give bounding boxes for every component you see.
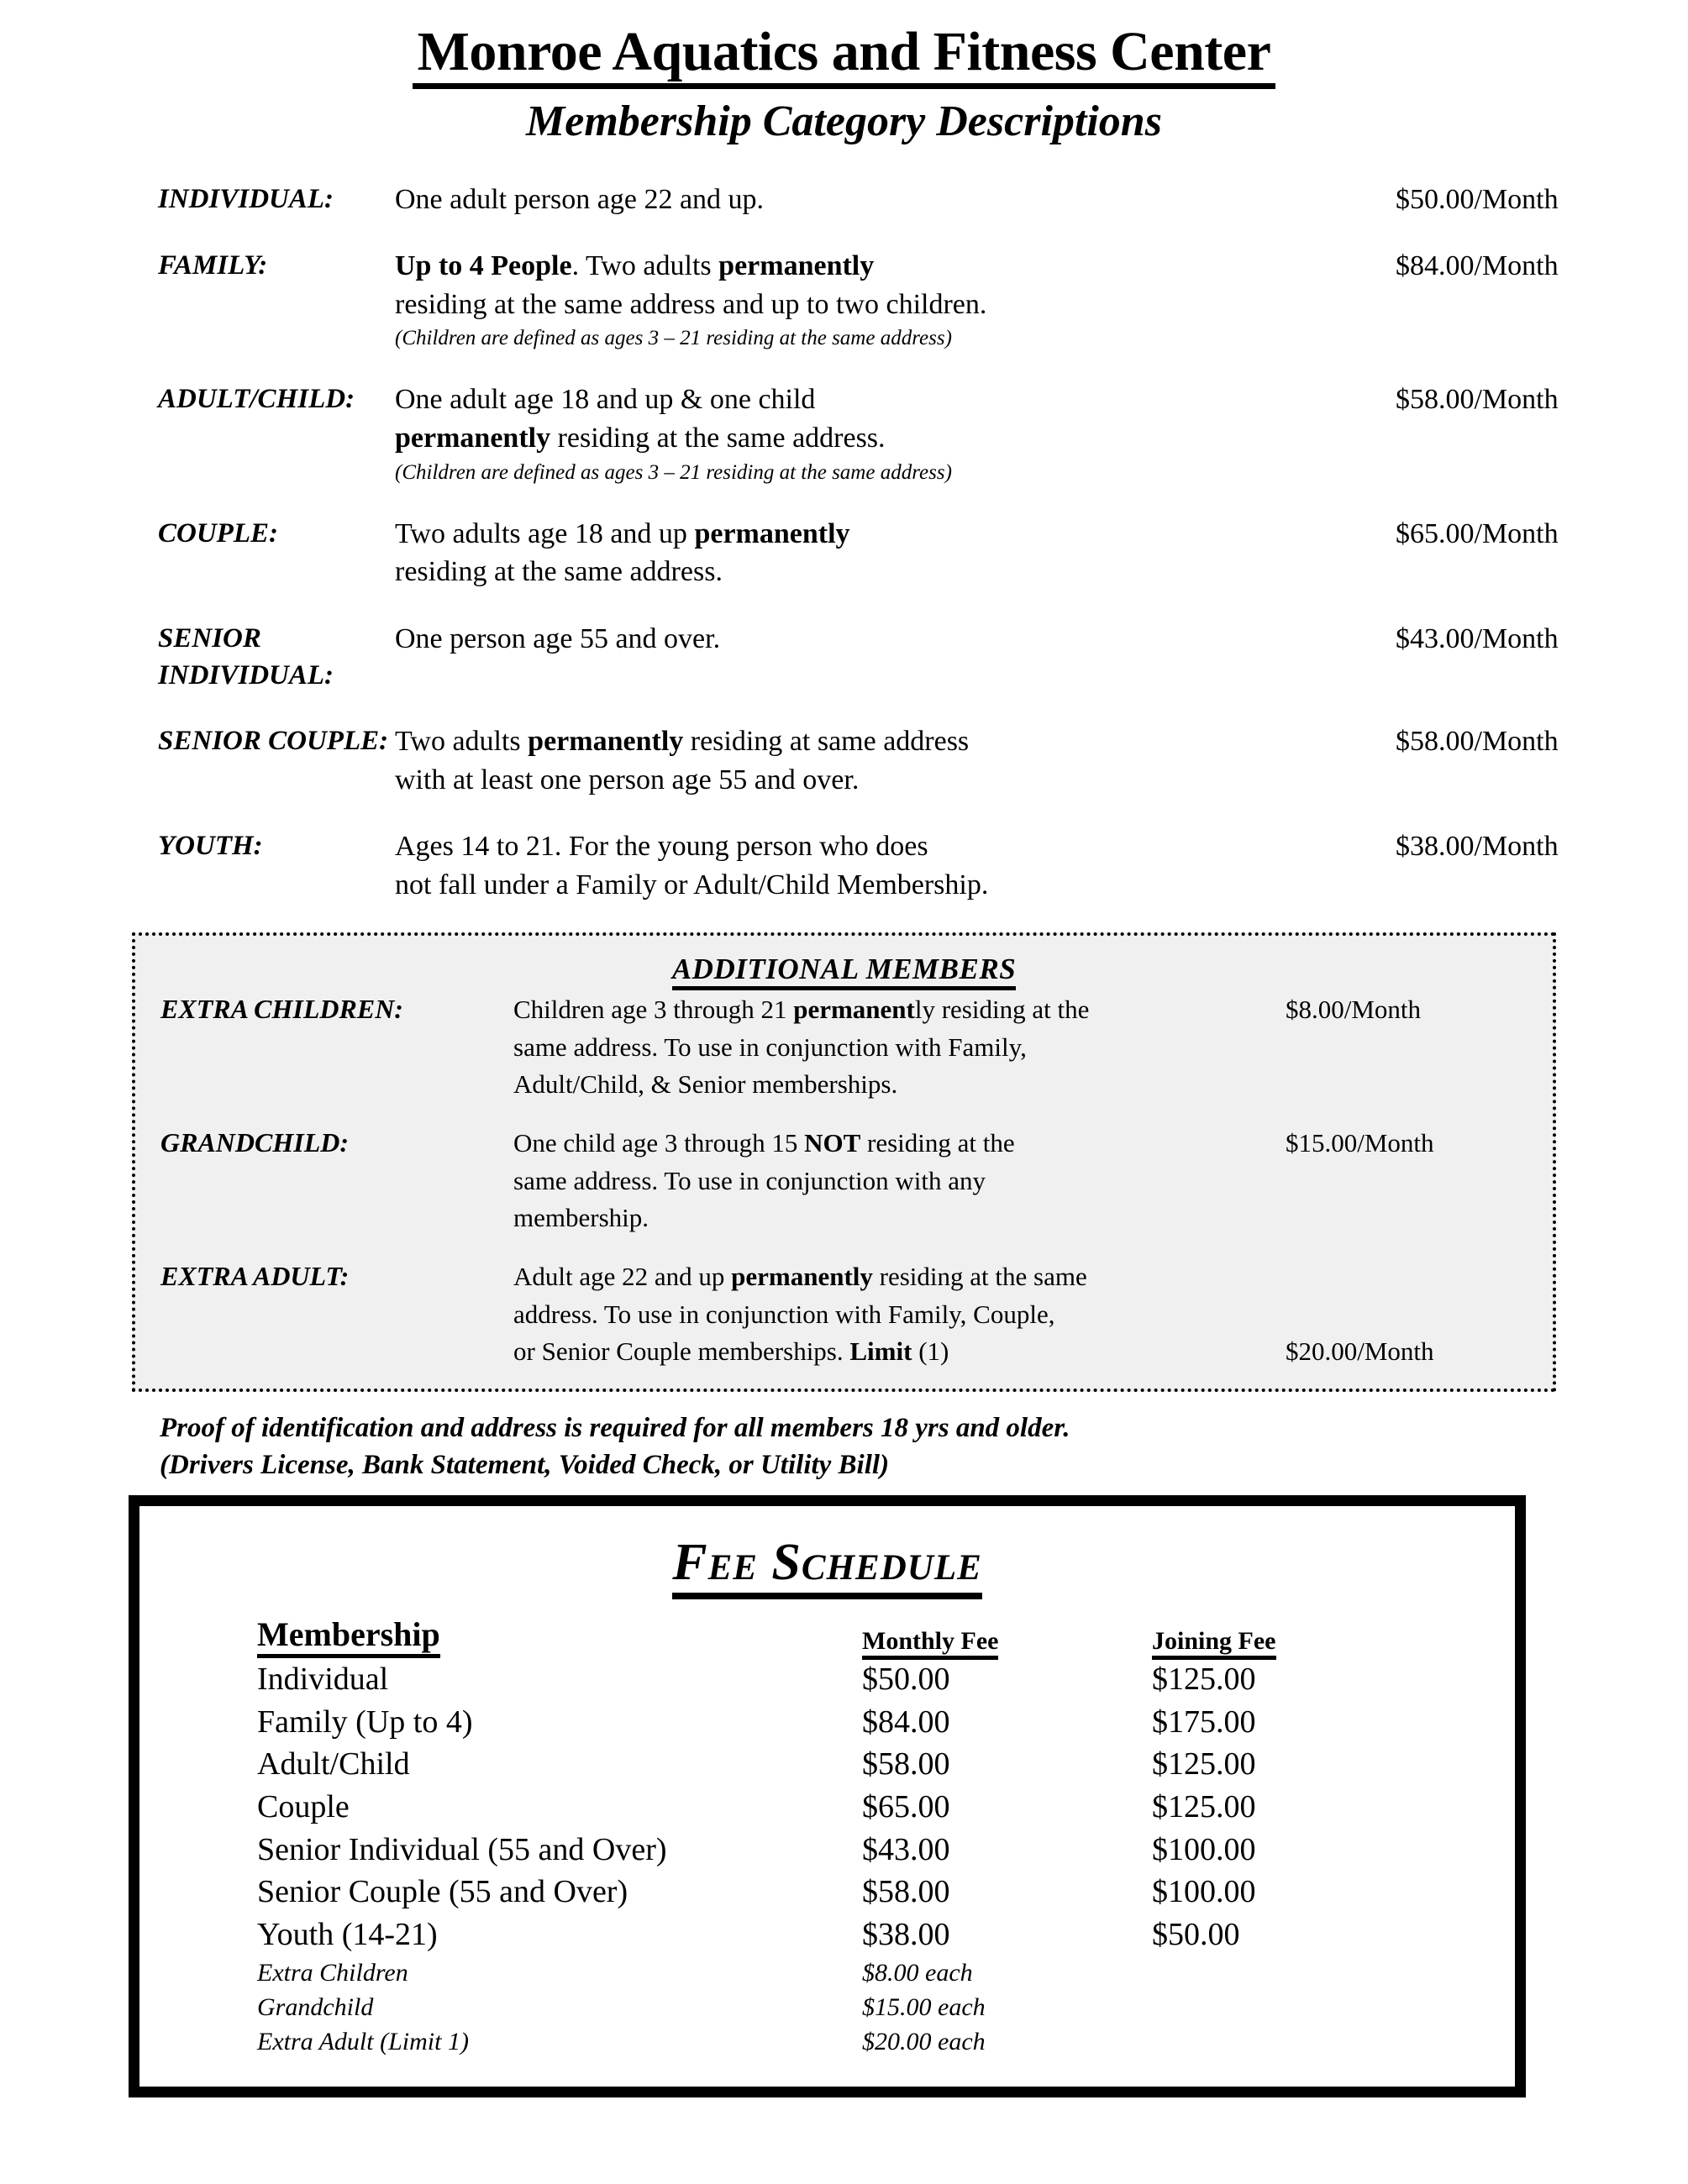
description-line: Adult/Child, & Senior memberships. [513, 1068, 898, 1099]
description-text: One child age 3 through 15 [513, 1128, 805, 1158]
fee-schedule-table [257, 1613, 1429, 2058]
category-price: $8.00/Month [1286, 995, 1422, 1025]
cell-monthly-fee: $8.00 each [862, 1959, 973, 1987]
category-description [395, 247, 1386, 352]
description-line: Ages 14 to 21. For the young person who does [395, 831, 928, 863]
additional-members-title-text: ADDITIONAL MEMBERS [672, 953, 1016, 990]
category-description [395, 515, 1386, 591]
description-line: same address. To use in conjunction with any [513, 1165, 986, 1195]
description-text: ly residing at the [914, 995, 1090, 1025]
cell-membership: Couple [257, 1788, 350, 1824]
category-label: INDIVIDUAL: [158, 183, 334, 214]
page-subtitle: Membership Category Descriptions [526, 97, 1162, 145]
column-header-monthly-fee [862, 1613, 1152, 1657]
description-emphasis: Limit [849, 1336, 912, 1366]
column-header-text: Joining Fee [1152, 1627, 1276, 1660]
description-text: Two adults [395, 726, 528, 758]
description-note: (Children are defined as ages 3 – 21 residing at the same address) [395, 460, 952, 484]
cell-membership: Senior Couple (55 and Over) [257, 1874, 628, 1910]
category-row-senior-couple [0, 722, 1688, 799]
description-line: residing at the same address and up to two children. [395, 288, 987, 320]
fee-schedule-title [139, 1533, 1515, 1593]
cell-joining-fee: $175.00 [1152, 1704, 1256, 1740]
description-text: (1) [912, 1336, 949, 1366]
cell-joining-fee: $125.00 [1152, 1662, 1256, 1698]
category-price: $43.00/Month [1396, 622, 1559, 654]
description-text: residing at the same [872, 1262, 1087, 1292]
table-row [257, 1742, 1429, 1785]
description-line: One adult person age 22 and up. [395, 183, 765, 215]
category-description [395, 722, 1386, 799]
table-row [257, 2024, 1429, 2058]
table-row [257, 1785, 1429, 1828]
cell-membership: Extra Adult (Limit 1) [257, 2028, 469, 2056]
cell-monthly-fee: $15.00 each [862, 1993, 986, 2022]
category-description [395, 381, 1386, 486]
description-emphasis: permanently [395, 423, 551, 454]
proof-note-line-1: Proof of identification and address is required for all members 18 yrs and older. [160, 1413, 1070, 1444]
cell-membership: Grandchild [257, 1993, 374, 2022]
cell-joining-fee [1152, 1989, 1429, 2024]
document-header [0, 0, 1688, 145]
description-line [513, 1258, 1267, 1295]
page-title: Monroe Aquatics and Fitness Center [413, 24, 1276, 89]
description-line [513, 991, 1267, 1028]
description-text: Two adults age 18 and up [395, 517, 695, 549]
description-line: not fall under a Family or Adult/Child Membership. [395, 869, 989, 900]
description-line: One adult age 18 and up & one child [395, 384, 816, 416]
category-price: $50.00/Month [1396, 183, 1559, 215]
fee-schedule-box [129, 1495, 1526, 2097]
category-label: COUPLE: [158, 517, 278, 549]
fee-schedule-title-text: Fee Schedule [672, 1534, 982, 1599]
category-price: $65.00/Month [1396, 517, 1559, 549]
description-emphasis: Up to 4 People [395, 250, 572, 282]
column-header-membership [257, 1613, 862, 1657]
cell-joining-fee: $100.00 [1152, 1831, 1256, 1867]
category-label: SENIOR INDIVIDUAL: [158, 622, 334, 690]
description-line: One person age 55 and over. [395, 622, 721, 654]
category-row-couple [0, 515, 1688, 591]
table-row [257, 1828, 1429, 1871]
description-line: residing at the same address. [395, 556, 723, 588]
proof-of-identification-note [160, 1410, 1688, 1483]
description-text: . Two adults [571, 250, 719, 282]
category-description [513, 1258, 1275, 1370]
cell-membership: Senior Individual (55 and Over) [257, 1831, 667, 1867]
additional-row-extra-children [135, 991, 1553, 1103]
category-description [395, 620, 1386, 659]
table-row [257, 1989, 1429, 2024]
table-row [257, 1870, 1429, 1913]
description-line [395, 515, 1377, 554]
category-label: YOUTH: [158, 831, 263, 862]
description-note: (Children are defined as ages 3 – 21 residing at the same address) [395, 327, 952, 350]
category-price: $58.00/Month [1396, 726, 1559, 758]
cell-membership: Youth (14-21) [257, 1916, 438, 1952]
category-price: $58.00/Month [1396, 384, 1559, 416]
category-description [513, 991, 1275, 1103]
category-price: $15.00/Month [1286, 1128, 1434, 1158]
description-line [395, 419, 1377, 458]
description-line: address. To use in conjunction with Family, Couple, [513, 1299, 1055, 1329]
table-row [257, 1700, 1429, 1743]
membership-category-list [0, 181, 1688, 904]
additional-members-box [132, 932, 1556, 1392]
description-line [395, 250, 874, 281]
additional-members-title [135, 953, 1553, 986]
description-text: residing at the same address. [550, 423, 886, 454]
cell-joining-fee: $125.00 [1152, 1746, 1256, 1782]
category-label: EXTRA ADULT: [160, 1261, 350, 1292]
category-price: $38.00/Month [1396, 831, 1559, 863]
category-description [513, 1125, 1275, 1236]
cell-monthly-fee: $20.00 each [862, 2028, 986, 2056]
table-row [257, 1657, 1429, 1700]
description-text: Children age 3 through 21 [513, 995, 794, 1025]
category-row-family [0, 247, 1688, 352]
description-emphasis: permanently [694, 517, 850, 549]
description-line: membership. [513, 1202, 649, 1232]
description-emphasis: permanently [718, 250, 875, 282]
additional-row-grandchild [135, 1125, 1553, 1236]
category-price: $84.00/Month [1396, 250, 1559, 282]
additional-row-extra-adult [135, 1258, 1553, 1370]
description-line [395, 722, 1377, 761]
table-row [257, 1913, 1429, 1956]
category-label: SENIOR COUPLE: [158, 726, 389, 757]
category-row-senior-individual [0, 620, 1688, 694]
table-header-row [257, 1613, 1429, 1657]
cell-joining-fee: $50.00 [1152, 1916, 1240, 1952]
category-row-adult-child [0, 381, 1688, 486]
description-line: same address. To use in conjunction with Family, [513, 1032, 1027, 1062]
category-label: ADULT/CHILD: [158, 384, 355, 415]
category-price [1275, 1258, 1553, 1370]
cell-membership: Family (Up to 4) [257, 1704, 473, 1740]
description-emphasis: permanent [793, 995, 915, 1025]
column-header-text: Monthly Fee [862, 1627, 998, 1660]
description-line [513, 1333, 1267, 1370]
cell-monthly-fee: $38.00 [862, 1916, 950, 1952]
cell-monthly-fee: $84.00 [862, 1704, 950, 1740]
table-row [257, 1955, 1429, 1989]
cell-membership: Individual [257, 1662, 389, 1698]
cell-monthly-fee: $65.00 [862, 1788, 950, 1824]
cell-membership: Extra Children [257, 1959, 408, 1987]
cell-monthly-fee: $58.00 [862, 1874, 950, 1910]
category-row-youth [0, 827, 1688, 904]
cell-monthly-fee: $43.00 [862, 1831, 950, 1867]
description-text: residing at same address [683, 726, 970, 758]
column-header-joining-fee [1152, 1613, 1429, 1657]
cell-joining-fee: $125.00 [1152, 1788, 1256, 1824]
proof-note-line-2: (Drivers License, Bank Statement, Voided Check, or Utility Bill) [160, 1449, 890, 1480]
cell-monthly-fee: $58.00 [862, 1746, 950, 1782]
description-emphasis: permanently [731, 1262, 873, 1292]
cell-monthly-fee: $50.00 [862, 1662, 950, 1698]
description-line [513, 1125, 1267, 1162]
description-text: residing at the [860, 1128, 1015, 1158]
column-header-text: Membership [257, 1615, 440, 1658]
price-value: $20.00/Month [1286, 1336, 1434, 1366]
cell-joining-fee [1152, 1955, 1429, 1989]
description-text: or Senior Couple memberships. [513, 1336, 850, 1366]
description-emphasis: permanently [528, 726, 684, 758]
description-emphasis: NOT [804, 1128, 861, 1158]
description-text: Adult age 22 and up [513, 1262, 732, 1292]
category-label: GRANDCHILD: [160, 1127, 350, 1158]
category-row-individual [0, 181, 1688, 219]
cell-joining-fee: $100.00 [1152, 1874, 1256, 1910]
category-description [395, 827, 1386, 904]
cell-joining-fee [1152, 2024, 1429, 2058]
category-label: FAMILY: [158, 250, 268, 281]
cell-membership: Adult/Child [257, 1746, 410, 1782]
description-line: with at least one person age 55 and over. [395, 764, 860, 795]
category-label: EXTRA CHILDREN: [160, 994, 403, 1025]
category-description [395, 181, 1386, 219]
